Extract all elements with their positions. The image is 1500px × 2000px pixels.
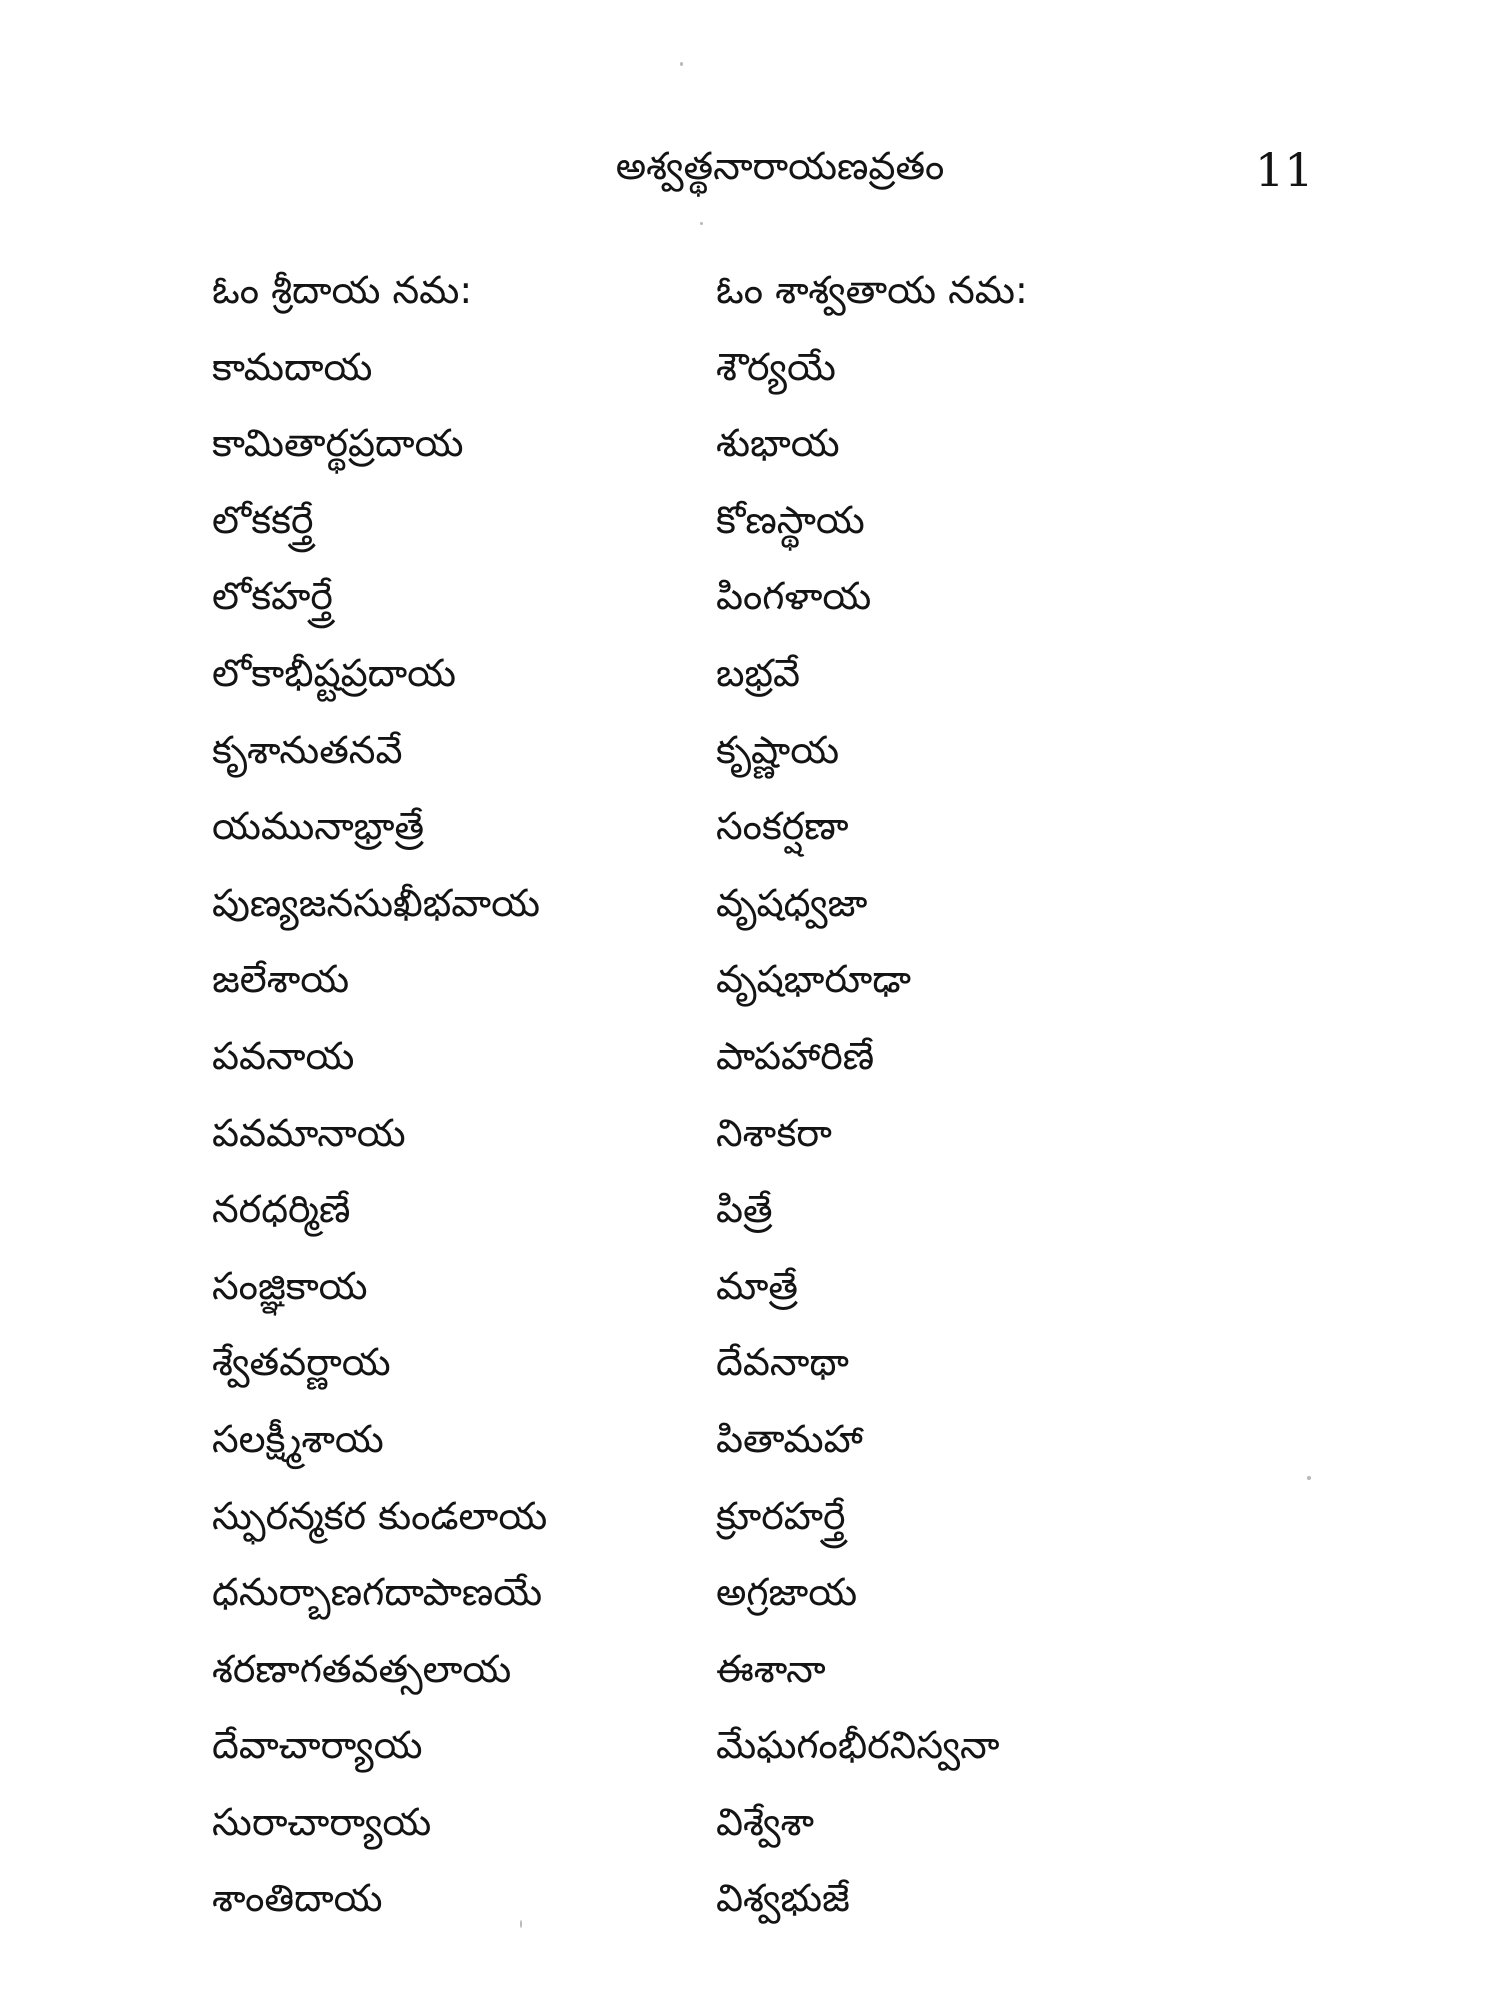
page-number: 11 <box>1255 143 1314 197</box>
list-item: స్ఫురన్మకర కుండలాయ <box>212 1493 548 1538</box>
list-item: నరధర్మిణే <box>212 1187 351 1232</box>
list-item: విశ్వభుజే <box>716 1876 850 1921</box>
list-item: వృషధ్వజా <box>716 880 868 925</box>
list-item: విశ్వేశా <box>716 1799 815 1844</box>
list-item: శరణాగతవత్సలాయ <box>212 1646 512 1691</box>
scan-speck <box>1307 1476 1311 1480</box>
scan-speck <box>520 1920 522 1928</box>
list-item: శుభాయ <box>716 421 840 466</box>
list-item: మాత్రే <box>716 1263 798 1308</box>
list-item: ధనుర్బాణగదాపాణయే <box>212 1570 543 1615</box>
list-item: మేఘగంభీరనిస్వనా <box>716 1723 1000 1768</box>
list-item: పవనాయ <box>212 1033 355 1078</box>
list-item: నిశాకరా <box>716 1110 832 1155</box>
list-item: పితామహా <box>716 1416 863 1461</box>
list-item: వృషభారూఢా <box>716 957 912 1002</box>
list-item: లోకకర్త్రే <box>212 497 314 542</box>
list-item: శ్వేతవర్ణాయ <box>212 1340 391 1385</box>
list-item: లోకాభీష్టప్రదాయ <box>212 650 457 695</box>
list-item: దేవాచార్యాయ <box>212 1723 423 1768</box>
list-item: కృష్ణాయ <box>716 727 840 772</box>
list-item: పాపహారిణే <box>716 1033 875 1078</box>
list-item: సంకర్షణా <box>716 804 849 849</box>
list-item: జలేశాయ <box>212 957 350 1002</box>
list-item: కోణస్థాయ <box>716 497 865 542</box>
list-item: బభ్రవే <box>716 650 801 695</box>
list-item: ఓం శ్రీదాయ నమ: <box>212 268 473 312</box>
list-item: శౌర్యయే <box>716 344 836 389</box>
list-item: సురాచార్యాయ <box>212 1799 432 1844</box>
list-item: అగ్రజాయ <box>716 1570 858 1615</box>
scan-speck <box>680 62 683 66</box>
list-item: యమునాభ్రాత్రే <box>212 804 425 849</box>
scan-speck <box>700 222 703 225</box>
list-item: క్రూరహర్త్రే <box>716 1493 846 1538</box>
list-item: పిత్రే <box>716 1187 773 1232</box>
list-item: ఈశానా <box>716 1646 826 1691</box>
list-item: దేవనాథా <box>716 1340 849 1385</box>
list-item: పింగళాయ <box>716 574 872 619</box>
list-item: శాంతిదాయ <box>212 1876 383 1921</box>
list-item: పవమానాయ <box>212 1110 406 1155</box>
right-column-list <box>716 258 1316 1943</box>
list-item: సలక్ష్మీశాయ <box>212 1416 384 1461</box>
running-header: అశ్వత్థనారాయణవ్రతం <box>615 144 945 188</box>
list-item: పుణ్యజనసుఖీభవాయ <box>212 880 540 925</box>
list-item: లోకహర్త్రే <box>212 574 333 619</box>
list-item: కామదాయ <box>212 344 373 389</box>
list-item: కామితార్థప్రదాయ <box>212 421 464 466</box>
list-item: సంజ్ఞికాయ <box>212 1263 368 1308</box>
list-item: ఓం శాశ్వతాయ నమ: <box>716 268 1028 312</box>
list-item: కృశానుతనవే <box>212 727 403 772</box>
